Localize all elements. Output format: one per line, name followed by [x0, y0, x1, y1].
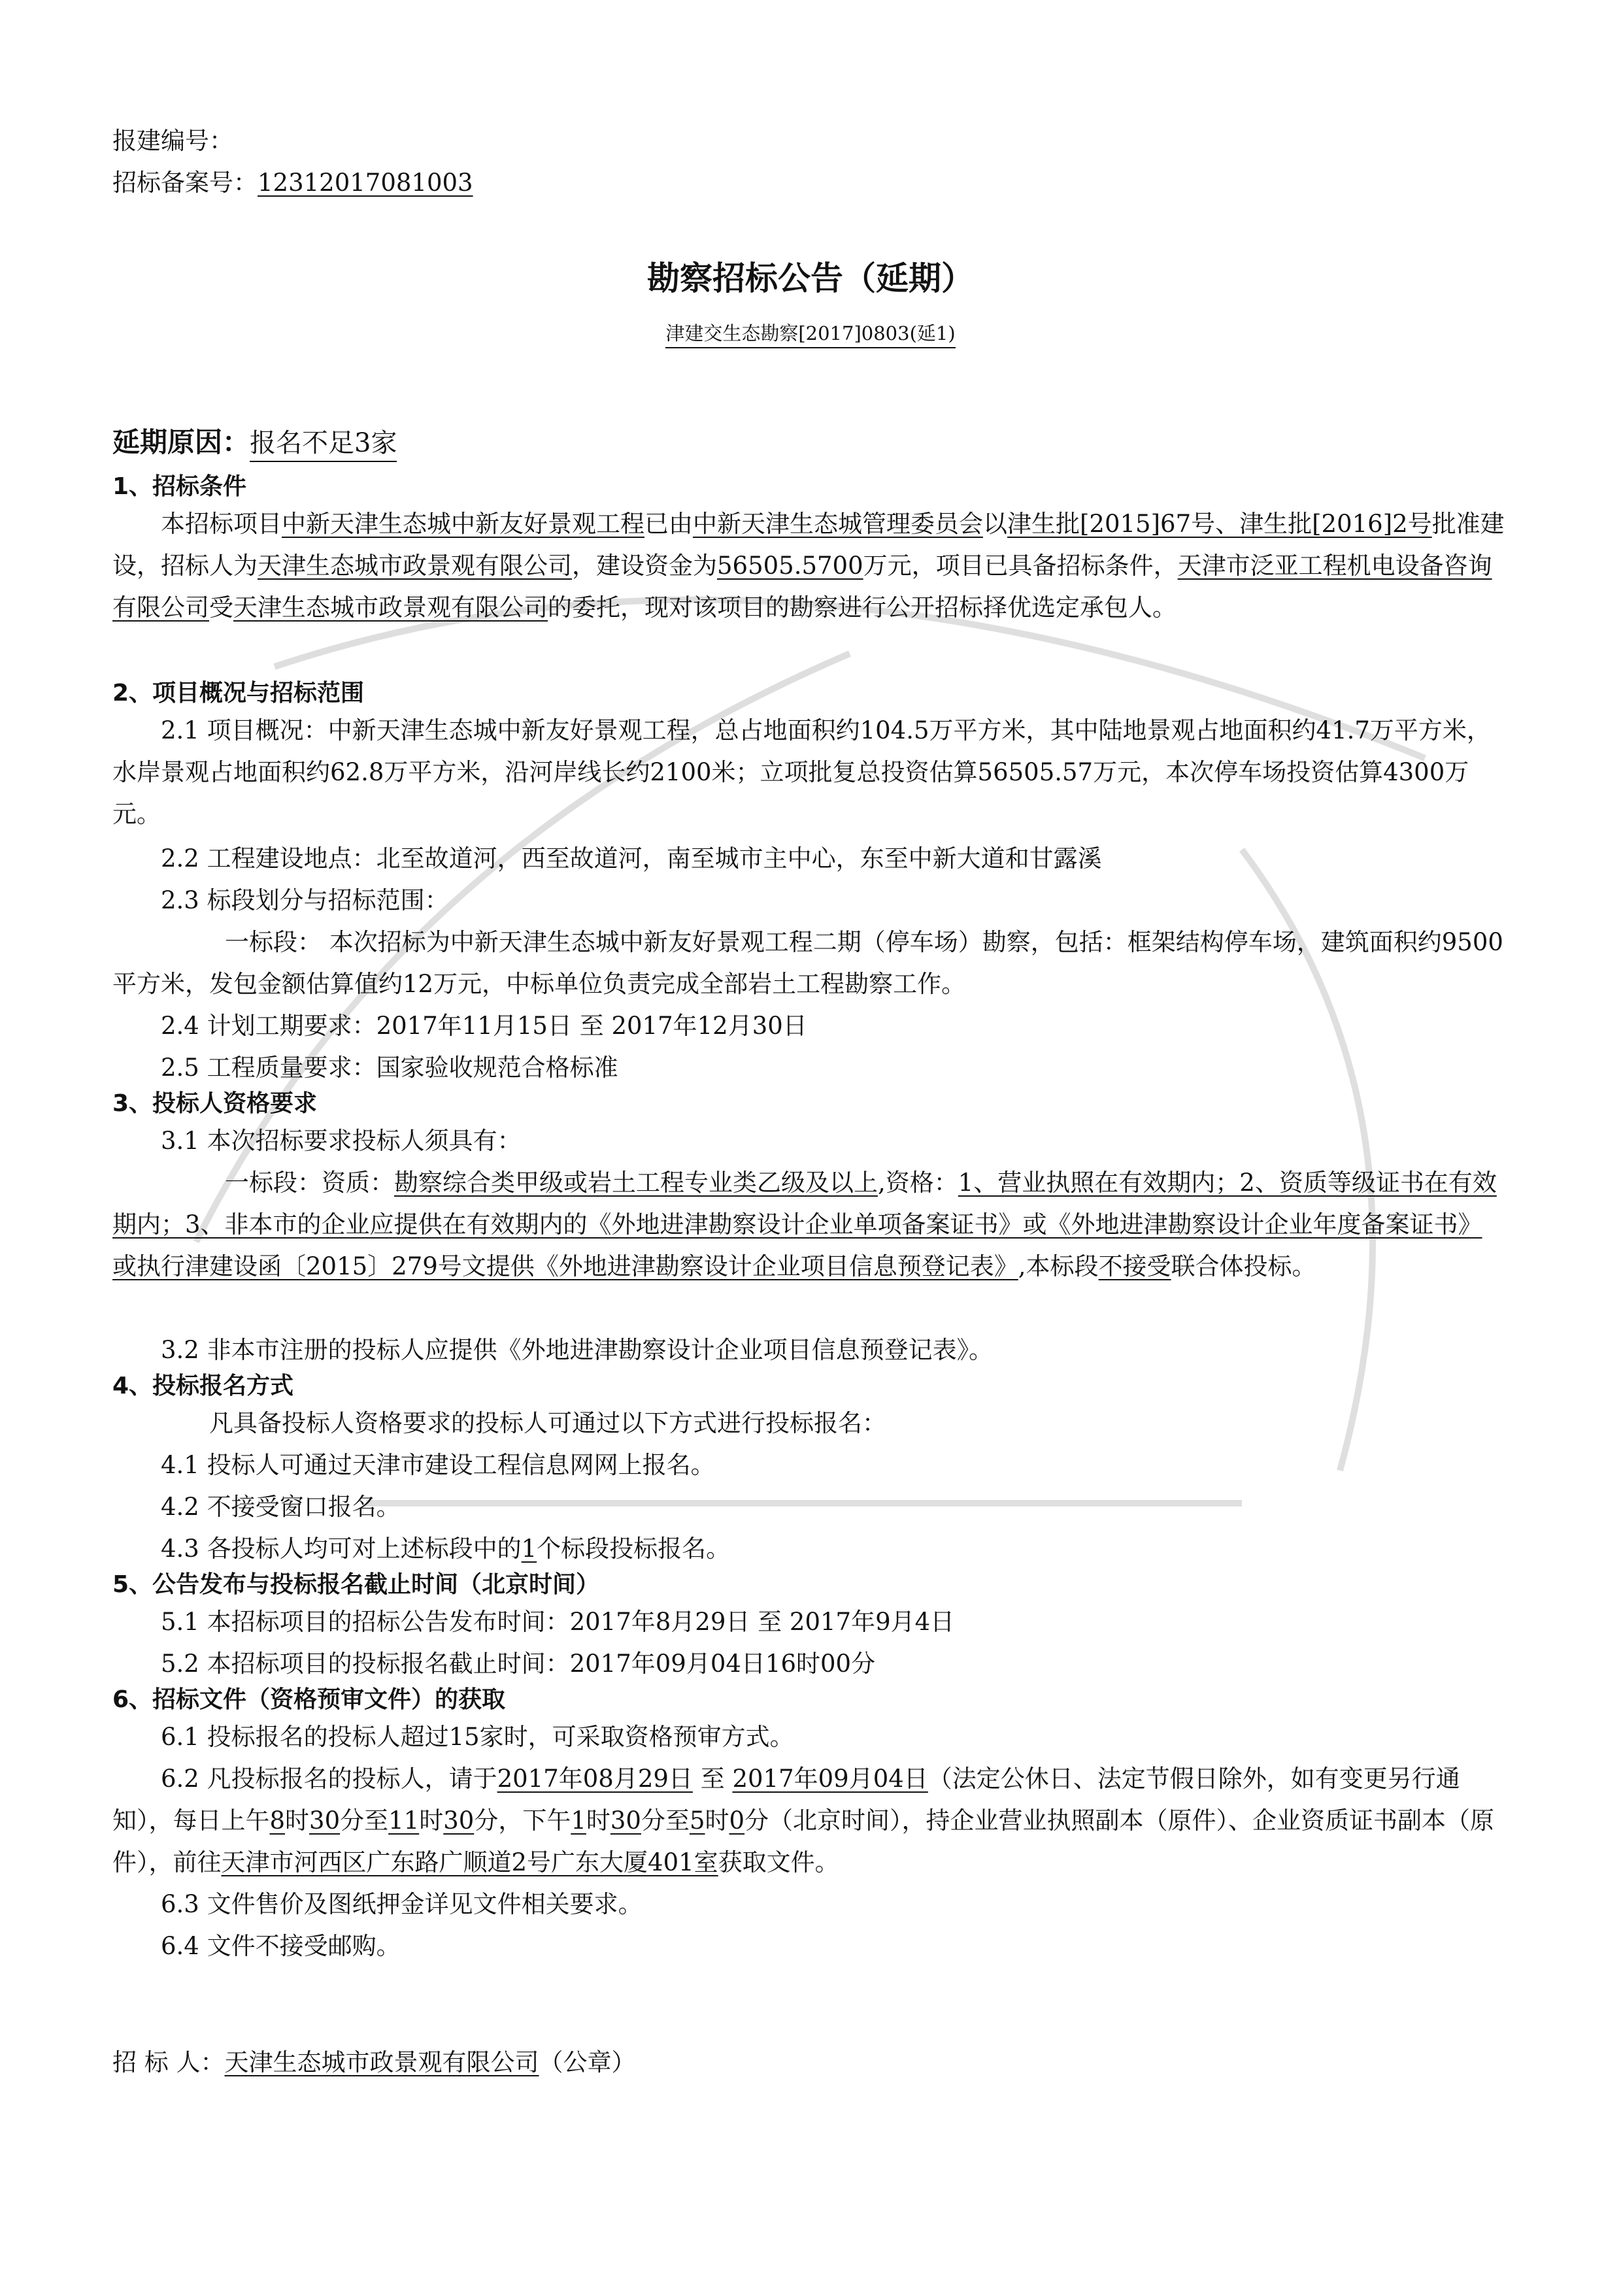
section-heading-5: 5、公告发布与投标报名截止时间（北京时间）: [112, 1571, 600, 1598]
section-4-2-window: 4.2 不接受窗口报名。: [161, 1493, 401, 1521]
tenderer-signature: [112, 2042, 636, 2084]
section-2-4-schedule: 2.4 计划工期要求：2017年11月15日 至 2017年12月30日: [161, 1012, 807, 1040]
section-1-paragraph: 本招标项目中新天津生态城中新友好景观工程已由中新天津生态城管理委员会以津生批[2015]67号、津生批[2016]2号批准建设，招标人为天津生态城市政景观有限公司，建设资金为56505.5700万元，项目已具备招标条件，天津市泛亚工程机电设备咨询有限公司受天津生态城市政景观有限公司的委托，现对该项目的勘察进行公开招标择优选定承包人。: [112, 510, 1505, 622]
section-4-3-lots: 4.3 各投标人均可对上述标段中的1个标段投标报名。: [161, 1535, 731, 1563]
document-number: [0, 319, 1621, 346]
section-6-1-prequal: 6.1 投标报名的投标人超过15家时，可采取资格预审方式。: [161, 1723, 794, 1751]
section-2-2-location: 2.2 工程建设地点：北至故道河，西至故道河，南至城市主中心，东至中新大道和甘露溪: [161, 844, 1102, 873]
section-heading-1: 1、招标条件: [112, 473, 247, 500]
delay-reason-value: 报名不足3家: [250, 428, 397, 462]
section-6-4-no-mail: 6.4 文件不接受邮购。: [161, 1932, 401, 1960]
section-heading-2: 2、项目概况与招标范围: [112, 680, 365, 707]
document-number-text: 津建交生态勘察[2017]0803(延1): [665, 322, 955, 348]
section-2-1-overview: 2.1 项目概况：中新天津生态城中新友好景观工程，总占地面积约104.5万平方米，其中陆地景观占地面积约41.7万平方米，水岸景观占地面积约62.8万平方米，沿河岸线长约2100米；立项批复总投资估算56505.57万元，本次停车场投资估算4300万元。: [112, 716, 1491, 828]
tenderer-seal-note: （公章）: [539, 2048, 636, 2076]
section-6-3-fees: 6.3 文件售价及图纸押金详见文件相关要求。: [161, 1890, 643, 1918]
tenderer-label: 招 标 人：: [112, 2048, 225, 2076]
section-4-intro: 凡具备投标人资格要求的投标人可通过以下方式进行投标报名：: [209, 1409, 886, 1437]
section-heading-3: 3、投标人资格要求: [112, 1090, 318, 1117]
section-3-2-registration: 3.2 非本市注册的投标人应提供《外地进津勘察设计企业项目信息预登记表》。: [161, 1336, 994, 1364]
section-5-2-deadline: 5.2 本招标项目的投标报名截止时间：2017年09月04日16时00分: [161, 1650, 876, 1678]
section-2-3-scope: 2.3 标段划分与招标范围：: [161, 886, 449, 914]
report-number-label: 报建编号：: [112, 127, 233, 155]
section-heading-4: 4、投标报名方式: [112, 1373, 294, 1399]
filing-number-label: 招标备案号：: [112, 169, 258, 197]
section-2-3-lot1: 一标段： 本次招标为中新天津生态城中新友好景观工程二期（停车场）勘察，包括：框架结构停车场，建筑面积约9500平方米，发包金额估算值约12万元，中标单位负责完成全部岩土工程勘察工作。: [112, 928, 1503, 998]
delay-reason-label: 延期原因：: [112, 426, 250, 458]
filing-number-value: 12312017081003: [258, 169, 473, 197]
filing-number-row: [112, 162, 473, 204]
section-3-1-requirements: 3.1 本次招标要求投标人须具有：: [161, 1127, 522, 1155]
section-2-5-quality: 2.5 工程质量要求：国家验收规范合格标准: [161, 1054, 618, 1082]
section-4-1-online: 4.1 投标人可通过天津市建设工程信息网网上报名。: [161, 1451, 715, 1479]
section-3-1-lot1-qualification: 一标段：资质：勘察综合类甲级或岩土工程专业类乙级及以上,资格：1、营业执照在有效期内；2、资质等级证书在有效期内；3、非本市的企业应提供在有效期内的《外地进津勘察设计企业单项备案证书》或《外地进津勘察设计企业年度备案证书》或执行津建设函〔2015〕279号文提供《外地进津勘察设计企业项目信息预登记表》,本标段不接受联合体投标。: [112, 1169, 1497, 1280]
delay-reason: [112, 421, 397, 460]
section-6-2-obtain: 6.2 凡投标报名的投标人，请于2017年08月29日 至 2017年09月04日（法定公休日、法定节假日除外，如有变更另行通知），每日上午8时30分至11时30分，下午1时30分至5时0分（北京时间），持企业营业执照副本（原件）、企业资质证书副本（原件），前往天津市河西区广东路广顺道2号广东大厦401室获取文件。: [112, 1765, 1495, 1876]
page-title: 勘察招标公告（延期）: [647, 259, 974, 297]
tenderer-name: 天津生态城市政景观有限公司: [224, 2048, 539, 2076]
section-5-1-publish: 5.1 本招标项目的招标公告发布时间：2017年8月29日 至 2017年9月4日: [161, 1608, 955, 1636]
section-heading-6: 6、招标文件（资格预审文件）的获取: [112, 1686, 506, 1713]
